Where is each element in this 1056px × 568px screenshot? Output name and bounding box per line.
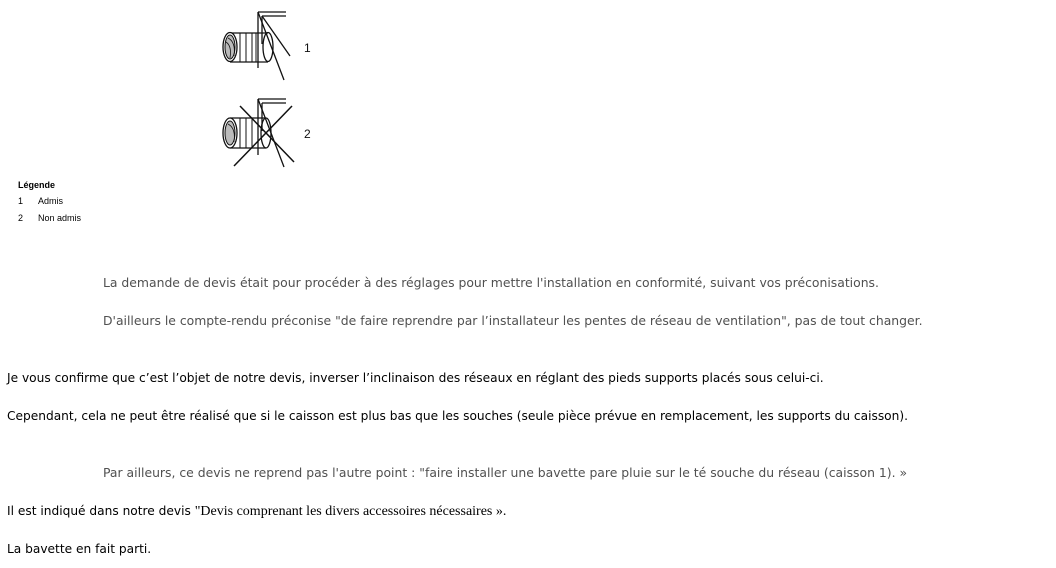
paragraph-condition: Cependant, cela ne peut être réalisé que si le caisson est plus bas que les souches (seule pièce prévue en remplacement, les supports du caisson).	[7, 409, 908, 423]
figure-label-2: 2	[304, 127, 311, 141]
legend-item-text: Admis	[38, 196, 64, 206]
duct-diagram-admitted	[223, 12, 290, 80]
legend-item-number: 2	[18, 213, 24, 223]
duct-connection-figure	[200, 0, 340, 180]
legend-item-text: Non admis	[38, 213, 82, 223]
duct-diagram-not-admitted	[223, 99, 294, 167]
paragraph-quote-request: La demande de devis était pour procéder à des réglages pour mettre l'installation en conformité, suivant vos préconisations.	[103, 275, 879, 290]
figure-label-1: 1	[304, 41, 311, 55]
paragraph-conclusion: La bavette en fait parti.	[7, 542, 152, 556]
paragraph-quote-mention-quote: "Devis comprenant les divers accessoires nécessaires ».	[194, 504, 507, 519]
paragraph-report-recommendation: D'ailleurs le compte-rendu préconise "de faire reprendre par l’installateur les pentes de réseau de ventilation", pas de tout changer.	[103, 313, 923, 328]
legend-item-number: 1	[18, 196, 24, 206]
paragraph-other-point: Par ailleurs, ce devis ne reprend pas l'autre point : "faire installer une bavette pare pluie sur le té souche du réseau (caisson 1). »	[103, 465, 908, 480]
paragraph-quote-mention	[7, 503, 506, 520]
legend-title: Légende	[18, 180, 56, 190]
paragraph-confirmation: Je vous confirme que c’est l’objet de notre devis, inverser l’inclinaison des réseaux en réglant des pieds supports placés sous celui-ci.	[7, 371, 824, 385]
duct-diagram	[200, 0, 340, 180]
legend	[18, 180, 81, 230]
legend-item	[18, 196, 81, 213]
legend-item	[18, 213, 81, 230]
paragraph-quote-mention-prefix: Il est indiqué dans notre devis	[7, 504, 195, 518]
